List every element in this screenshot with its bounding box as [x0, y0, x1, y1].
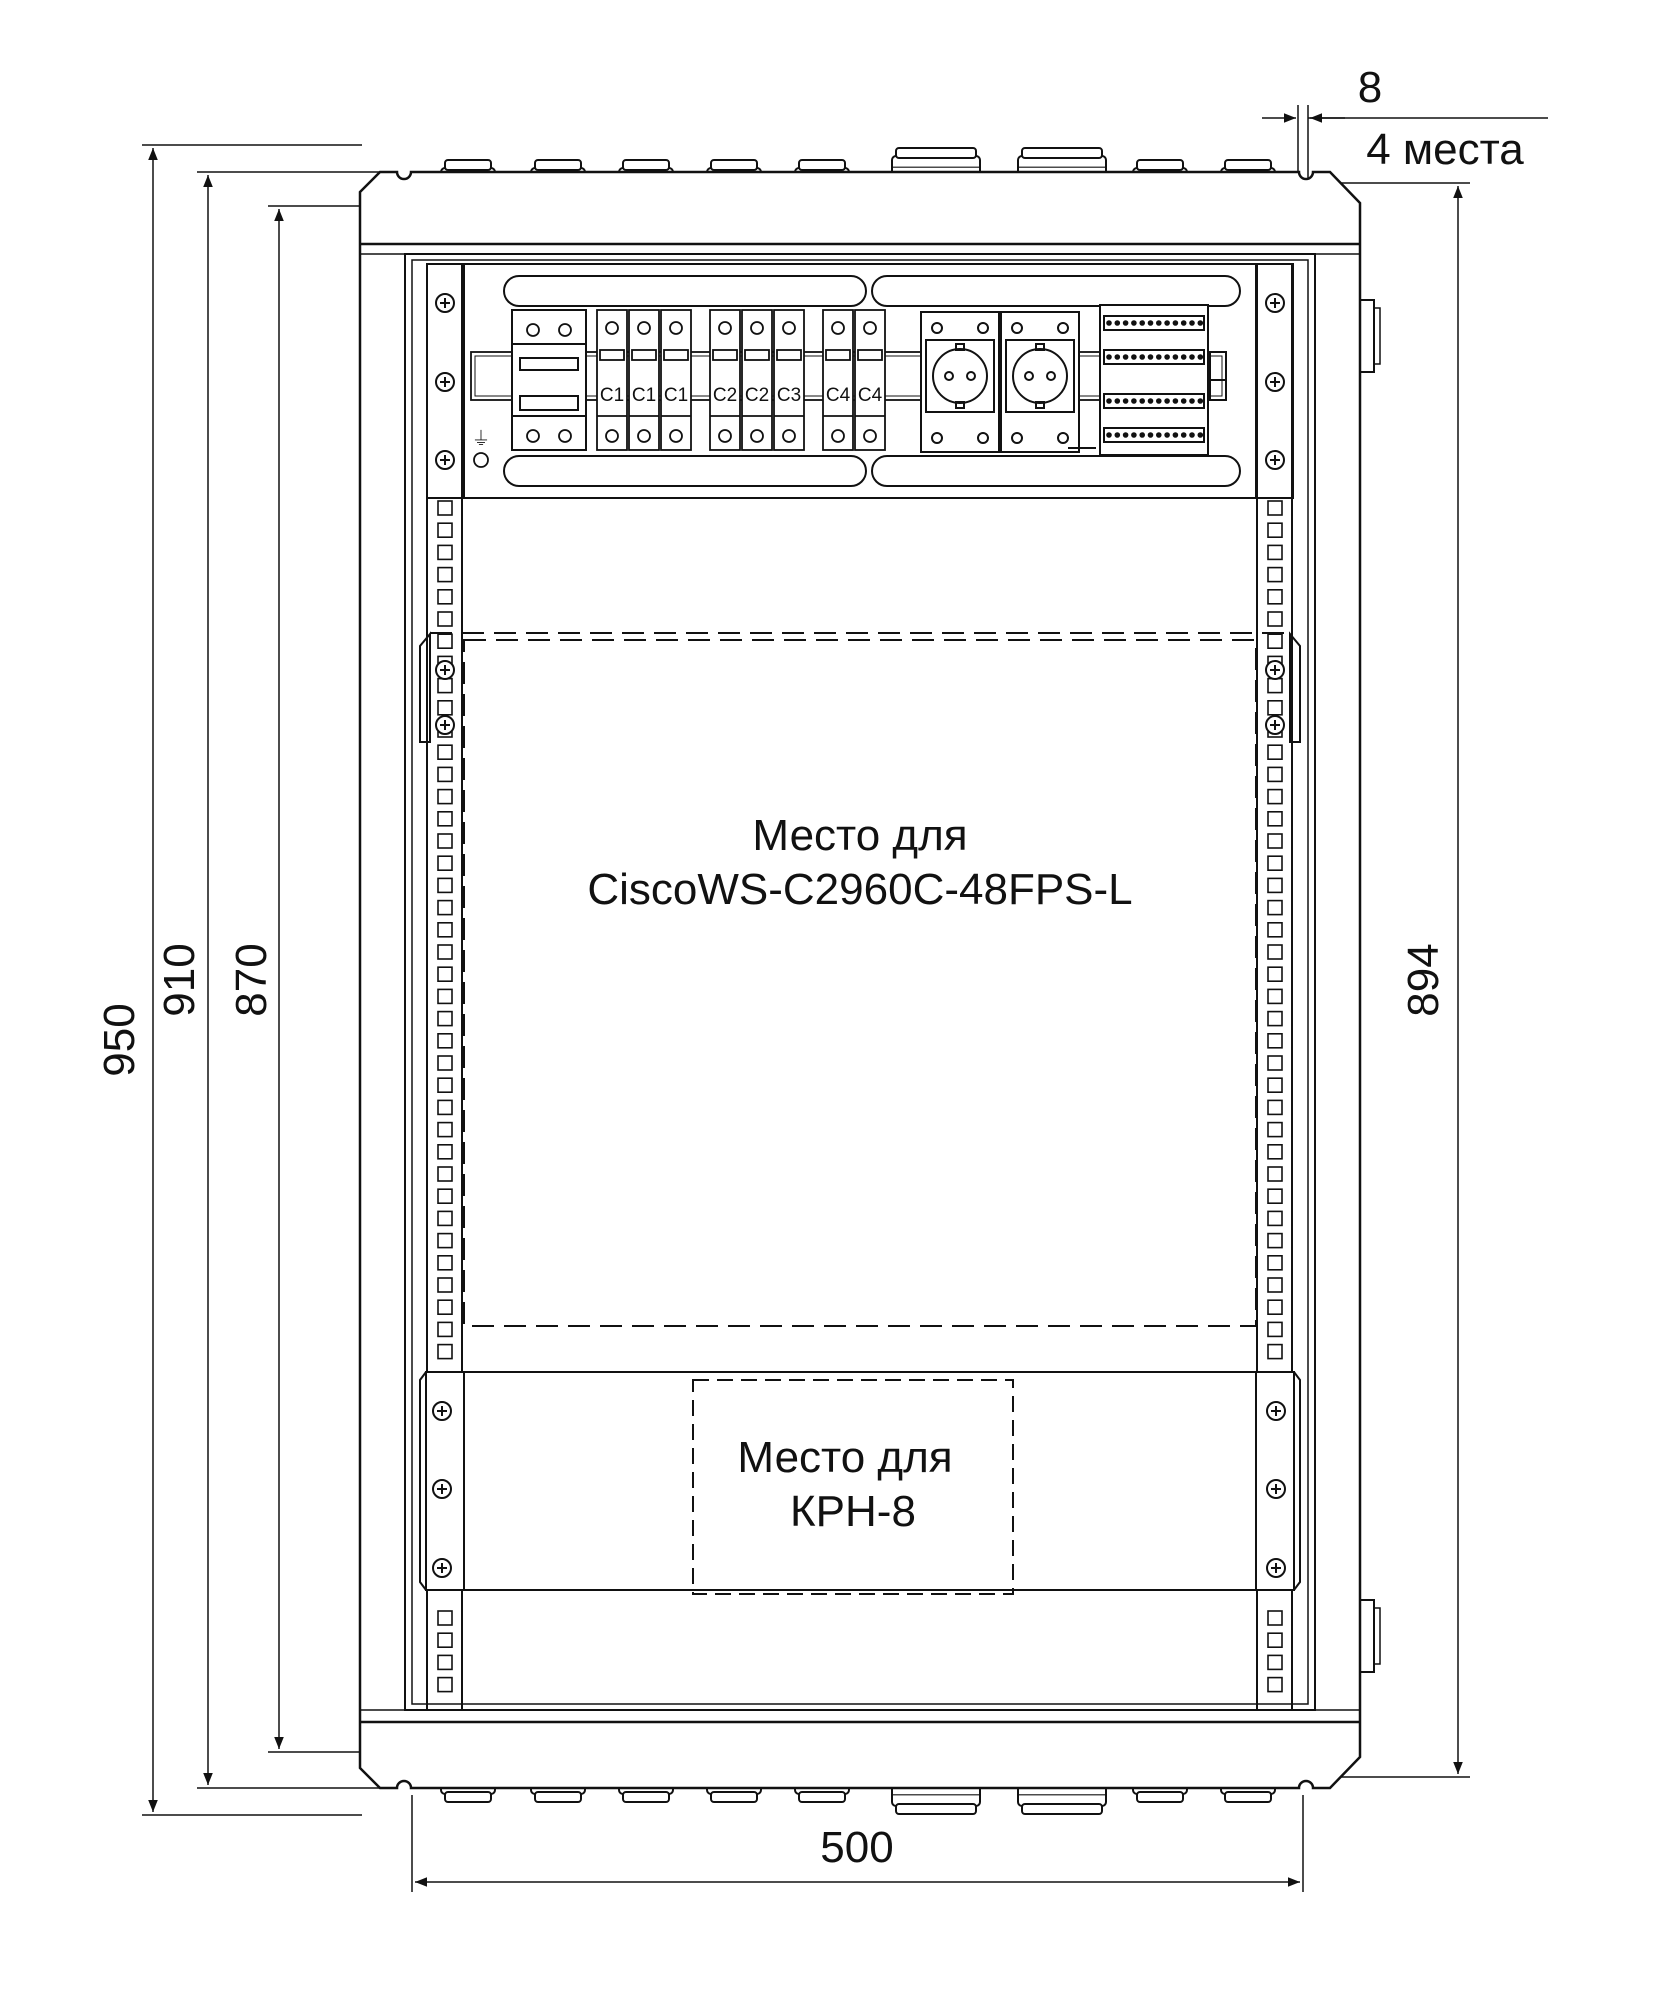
breaker-label: C4 [857, 385, 883, 406]
rail-hole [438, 745, 452, 759]
terminal-pin [1198, 320, 1204, 326]
terminal-pin [1148, 320, 1154, 326]
rail-hole [1268, 634, 1282, 648]
rail-hole [438, 1078, 452, 1092]
dim-894-label: 894 [1399, 943, 1448, 1017]
terminal-pin [1139, 354, 1145, 360]
terminal-pin [1181, 354, 1187, 360]
terminal-pin [1148, 432, 1154, 438]
terminal-pin [1173, 398, 1179, 404]
rail-hole [438, 1100, 452, 1114]
rail-hole [1268, 989, 1282, 1003]
rail-hole [438, 1611, 452, 1625]
terminal-pin [1198, 432, 1204, 438]
rail-hole [438, 878, 452, 892]
krn-panel [420, 1372, 1300, 1594]
rail-hole [1268, 834, 1282, 848]
terminal-pin [1181, 398, 1187, 404]
terminal-pin [1164, 398, 1170, 404]
rail-hole [438, 790, 452, 804]
rail-hole [438, 989, 452, 1003]
terminal-pin [1148, 398, 1154, 404]
rail-hole [438, 545, 452, 559]
dim-500-label: 500 [820, 1823, 894, 1872]
terminal-pin [1115, 398, 1121, 404]
rail-hole [438, 767, 452, 781]
terminal-pin [1164, 320, 1170, 326]
terminal-pin [1131, 398, 1137, 404]
breaker-8 [855, 310, 885, 450]
terminal-pin [1164, 354, 1170, 360]
breaker-label: C4 [825, 385, 851, 406]
rail-hole [1268, 1655, 1282, 1669]
rail-hole [1268, 1211, 1282, 1225]
socket-1 [921, 312, 999, 452]
rail-hole [438, 1012, 452, 1026]
rail-hole [1268, 1322, 1282, 1336]
breaker-4 [710, 310, 740, 450]
switch-zone-label-line1: Место для [752, 811, 968, 860]
rail-hole [438, 1278, 452, 1292]
switch-zone-label-line2: CiscoWS-C2960C-48FPS-L [587, 865, 1133, 914]
breaker-label: C1 [663, 385, 689, 406]
breaker-2 [629, 310, 659, 450]
terminal-pin [1123, 398, 1129, 404]
rail-hole [1268, 568, 1282, 582]
terminal-pin [1123, 320, 1129, 326]
rail-hole [438, 612, 452, 626]
rail-hole [1268, 1345, 1282, 1359]
rail-hole [1268, 790, 1282, 804]
terminal-pin [1156, 432, 1162, 438]
rail-hole [438, 1678, 452, 1692]
terminal-pin [1198, 398, 1204, 404]
rail-hole [1268, 878, 1282, 892]
rail-hole [1268, 767, 1282, 781]
breaker-7 [823, 310, 853, 450]
rail-hole [1268, 1167, 1282, 1181]
rail-hole [438, 856, 452, 870]
dim-870-label: 870 [227, 943, 276, 1017]
rail-hole [438, 1189, 452, 1203]
rail-hole [438, 1300, 452, 1314]
rail-hole [1268, 967, 1282, 981]
dim-950-label: 950 [95, 1003, 144, 1077]
terminal-pin [1189, 354, 1195, 360]
rail-hole [438, 590, 452, 604]
terminal-pin [1123, 354, 1129, 360]
terminal-pin [1106, 432, 1112, 438]
rail-hole [438, 1256, 452, 1270]
terminal-pin [1139, 398, 1145, 404]
rail-hole [438, 1167, 452, 1181]
terminal-pin [1139, 320, 1145, 326]
terminal-pin [1115, 320, 1121, 326]
terminal-pin [1115, 354, 1121, 360]
rail-hole [1268, 1611, 1282, 1625]
rail-hole [438, 1145, 452, 1159]
rail-hole [1268, 1100, 1282, 1114]
krn-zone-label-line1: Место для [737, 1433, 953, 1482]
terminal-block [1100, 305, 1226, 455]
rail-hole [1268, 523, 1282, 537]
rail-hole [438, 523, 452, 537]
dim-hole-size-label: 8 [1357, 63, 1383, 112]
rail-hole [438, 679, 452, 693]
rail-hole [1268, 545, 1282, 559]
rail-hole [1268, 1123, 1282, 1137]
breaker-label: C1 [599, 385, 625, 406]
rail-hole [1268, 745, 1282, 759]
terminal-pin [1173, 432, 1179, 438]
terminal-pin [1106, 398, 1112, 404]
rail-hole [1268, 1056, 1282, 1070]
rail-hole [438, 1234, 452, 1248]
rail-hole [438, 812, 452, 826]
dim-910-label: 910 [155, 943, 204, 1017]
breaker-label: C2 [712, 385, 738, 406]
terminal-pin [1139, 432, 1145, 438]
terminal-pin [1189, 398, 1195, 404]
terminal-pin [1106, 320, 1112, 326]
power-sockets [921, 312, 1096, 452]
terminal-pin [1115, 432, 1121, 438]
rail-hole [1268, 679, 1282, 693]
rail-hole [438, 923, 452, 937]
rail-hole [1268, 1678, 1282, 1692]
rail-hole [438, 1034, 452, 1048]
terminal-pin [1189, 432, 1195, 438]
rail-hole [438, 1655, 452, 1669]
terminal-pin [1131, 432, 1137, 438]
rail-hole [1268, 1012, 1282, 1026]
terminal-pin [1156, 398, 1162, 404]
terminal-pin [1106, 354, 1112, 360]
rail-hole [1268, 1145, 1282, 1159]
rail-hole [1268, 901, 1282, 915]
rail-hole [1268, 856, 1282, 870]
rail-hole [1268, 1633, 1282, 1647]
terminal-pin [1156, 320, 1162, 326]
earth-symbol: ⏚ [471, 429, 491, 450]
rail-hole [438, 634, 452, 648]
rail-hole [438, 701, 452, 715]
rail-hole [438, 568, 452, 582]
rail-hole [1268, 923, 1282, 937]
rail-hole [1268, 701, 1282, 715]
terminal-pin [1123, 432, 1129, 438]
terminal-pin [1181, 320, 1187, 326]
terminal-pin [1164, 432, 1170, 438]
rail-hole [1268, 590, 1282, 604]
terminal-pin [1173, 354, 1179, 360]
rail-hole [1268, 1034, 1282, 1048]
rail-hole [438, 1345, 452, 1359]
rail-hole [438, 901, 452, 915]
socket-2 [1001, 312, 1079, 452]
dim-hole-count-label: 4 места [1366, 125, 1524, 174]
rail-hole [438, 967, 452, 981]
rail-hole [438, 1056, 452, 1070]
breaker-label: C1 [631, 385, 657, 406]
terminal-pin [1148, 354, 1154, 360]
rail-hole [438, 834, 452, 848]
terminal-pin [1198, 354, 1204, 360]
terminal-pin [1156, 354, 1162, 360]
breaker-3 [661, 310, 691, 450]
breaker-1 [597, 310, 627, 450]
rail-hole [1268, 1078, 1282, 1092]
terminal-pin [1131, 320, 1137, 326]
rail-hole [1268, 1300, 1282, 1314]
rail-hole [438, 1123, 452, 1137]
rail-hole [1268, 1278, 1282, 1292]
rail-hole [438, 945, 452, 959]
rail-hole [1268, 612, 1282, 626]
terminal-pin [1173, 320, 1179, 326]
rail-hole [1268, 501, 1282, 515]
breaker-6 [774, 310, 804, 450]
krn-zone-label-line2: КРН-8 [790, 1487, 916, 1536]
rail-hole [438, 1633, 452, 1647]
terminal-pin [1131, 354, 1137, 360]
terminal-pin [1189, 320, 1195, 326]
breaker-label: C2 [744, 385, 770, 406]
rail-hole [438, 1322, 452, 1336]
rail-hole [438, 501, 452, 515]
rail-hole [1268, 1234, 1282, 1248]
rail-hole [438, 1211, 452, 1225]
rail-hole [1268, 945, 1282, 959]
rail-hole [1268, 1189, 1282, 1203]
breaker-5 [742, 310, 772, 450]
terminal-pin [1181, 432, 1187, 438]
rail-hole [1268, 1256, 1282, 1270]
rail-hole [1268, 812, 1282, 826]
breaker-label: C3 [776, 385, 802, 406]
